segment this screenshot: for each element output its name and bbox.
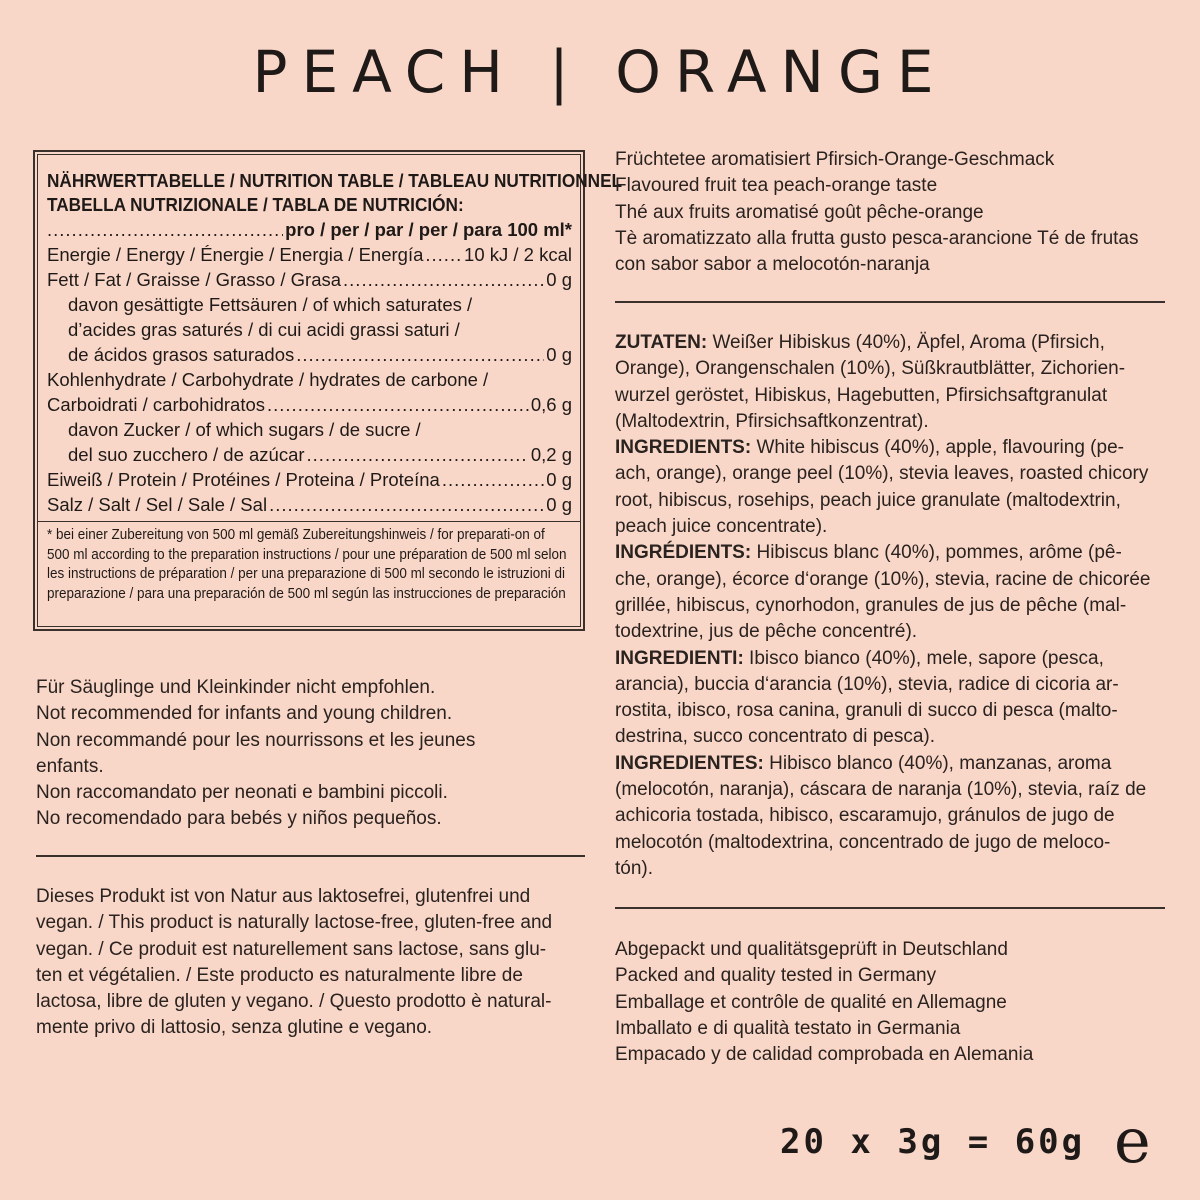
nutrition-row-carbohydrate: Carboidrati / carbohidratos ..... 0,6 g: [47, 392, 572, 417]
product-names: Früchtetee aromatisiert Pfirsich-Orange-Geschmack Flavoured fruit tea peach-orange taste Thé aux fruits aromatisé goût pêche-orange Tè aromatizzato alla frutta gusto pesca-arancione Té de frutas con sabor sabor a melocotón-naranja: [615, 149, 1139, 276]
natural-free-statement: Dieses Produkt ist von Natur aus laktosefrei, glutenfrei und vegan. / This product is naturally lactose-free, gluten-free and vegan. / Ce produit est naturellement sans lactose, sans glu- ten et végétalien. / Este producto es naturalmente libre de lactosa, libre de gluten y vegano. / Questo prodotto è natural- mente privo di lattosio, senza glutine e vegano.: [36, 886, 553, 1039]
ingredients-de: ZUTATEN: Weißer Hibiskus (40%), Äpfel, Aroma (Pfirsich, Orange), Orangenschalen (10%), Süßkrautblätter, Zichorien- wurzel geröstet, Hibiskus, Hagebutten, Pfirsichsaftgranulat (Maltodextrin, Pfirsichsaftkonzentrat).: [615, 332, 1126, 432]
saturates-label-2: d’acides gras saturés / di cui acidi grassi saturi /: [68, 319, 460, 340]
ingredients-fr: INGRÉDIENTS: Hibiscus blanc (40%), pommes, arôme (pê- che, orange), écorce d‘orange (10%), stevia, racine de chicorée grillée, hibiscus, cynorhodon, granules de jus de pêche (mal- todextrine, jus de pêche concentré).: [615, 542, 1151, 643]
nutrition-row-sugars: del suo zucchero / de azúcar ..... 0,2 g: [47, 442, 572, 467]
nutrition-row-fat: Fett / Fat / Graisse / Grasso / Grasa ..... 0 g: [47, 267, 572, 292]
per-100ml-label: pro / per / par / per / para 100 ml*: [285, 219, 572, 240]
saturates-label-1: davon gesättigte Fettsäuren / of which saturates /: [68, 294, 473, 315]
divider-left: [36, 855, 585, 857]
brand-logo: e: [1114, 1104, 1151, 1177]
infants-warning: Für Säuglinge und Kleinkinder nicht empfohlen. Not recommended for infants and young children. Non recommandé pour les nourrissons et les jeunes enfants. Non raccomandato per neonati e bambini piccoli. No recomendado para bebés y niños pequeños.: [36, 677, 476, 830]
carbohydrate-label-1: Kohlenhydrate / Carbohydrate / hydrates de carbone /: [47, 369, 489, 390]
nutrition-row-saturates: de ácidos grasos saturados ..... 0 g: [47, 342, 572, 367]
ingredients-es: INGREDIENTES: Hibisco blanco (40%), manzanas, aroma (melocotón, naranja), cáscara de naranja (10%), stevia, raíz de achicoria tostada, hibisco, escaramujo, gránulos de jugo de melocotón (maltodextrina, concentrado de jugo de meloco- tón).: [615, 752, 1147, 879]
nutrition-table: [33, 150, 623, 631]
nutrition-heading-1: NÄHRWERTTABELLE / NUTRITION TABLE / TABLEAU NUTRITIONNEL: [47, 170, 623, 191]
ingredients-en: INGREDIENTS: White hibiscus (40%), apple, flavouring (pe- ach, orange), orange peel (10%), stevia leaves, roasted chicory root, hibiscus, rosehips, peach juice granulate (maltodextrin, peach juice concentrate).: [615, 437, 1149, 538]
nutrition-row-salt: Salz / Salt / Sel / Sale / Sal ..... 0 g: [47, 492, 572, 517]
nutrition-row-energy: Energie / Energy / Énergie / Energia / Energía ..... 10 kJ / 2 kcal: [47, 242, 572, 267]
sugars-label-1: davon Zucker / of which sugars / de sucre /: [68, 419, 421, 440]
nutrition-divider: [38, 521, 580, 522]
ingredients-block: [615, 330, 1165, 882]
nutrition-row-protein: Eiweiß / Protein / Protéines / Proteina / Proteína ..... 0 g: [47, 467, 572, 492]
net-weight: 20 x 3g = 60g: [780, 1122, 1086, 1162]
product-title: PEACH | ORANGE: [252, 38, 948, 106]
divider-right-bottom: [615, 907, 1165, 909]
divider-right-top: [615, 301, 1165, 303]
nutrition-per-row: [47, 217, 572, 242]
packed-in-germany: Abgepackt und qualitätsgeprüft in Deutschland Packed and quality tested in Germany Emballage et contrôle de qualité en Allemagne Imballato e di qualità testato in Germania Empacado y de calidad comprobada en Alemania: [615, 939, 1034, 1066]
ingredients-it: INGREDIENTI: Ibisco bianco (40%), mele, sapore (pesca, arancia), buccia d‘arancia (10%), stevia, radice di cicoria ar- rostita, ibisco, rosa canina, granuli di succo di pesca (malto- destrina, succo concentrato di pesca).: [615, 647, 1119, 748]
nutrition-footnote: * bei einer Zubereitung von 500 ml gemäß Zubereitungshinweis / for preparati-on of 500 ml according to the preparation instructions / pour une préparation de 500 ml selon les instructions de préparation / per una preparazione di 500 ml secondo le istruzioni di preparazione / para una preparación de 500 ml según las instrucciones de preparación: [47, 527, 567, 602]
nutrition-heading-2: TABELLA NUTRIZIONALE / TABLA DE NUTRICIÓN:: [47, 194, 464, 215]
